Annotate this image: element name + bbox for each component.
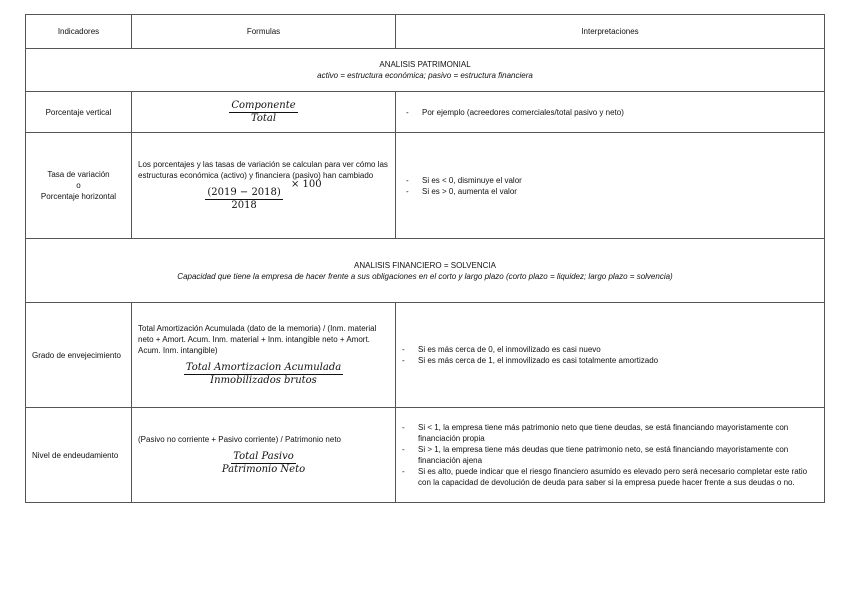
- interpretation-tasa-variacion: [396, 133, 825, 239]
- formula-nivel-endeudamiento: [132, 408, 396, 503]
- row-nivel-endeudamiento: [26, 408, 825, 503]
- fraction-componente-total: [229, 100, 297, 125]
- fraction-denominator: Patrimonio Neto: [221, 464, 306, 475]
- interpretation-nivel-endeudamiento: [396, 408, 825, 503]
- interpretation-item: - Si es alto, puede indicar que el riesgo financiero asumido es elevado pero será necesario completar este ratio con la capacidad de devolución de deuda para saber si la empresa puede hacer frente a sus deudas o no.: [402, 466, 818, 488]
- header-row: [26, 15, 825, 49]
- formula-description: (Pasivo no corriente + Pasivo corriente) / Patrimonio neto: [138, 435, 341, 444]
- interpretation-grado-envejecimiento: [396, 303, 825, 408]
- header-formulas: Formulas: [132, 15, 396, 49]
- fraction-numerator: Total Pasivo: [233, 451, 294, 462]
- multiplier: × 100: [290, 179, 322, 190]
- header-indicadores: Indicadores: [26, 15, 132, 49]
- indicator-line: Tasa de variación: [47, 170, 110, 179]
- indicator-line: Porcentaje horizontal: [40, 192, 117, 201]
- indicators-table: [25, 14, 825, 503]
- formula-expression: [138, 451, 389, 476]
- interpretation-porcentaje-vertical: [396, 92, 825, 133]
- fraction-denominator: 2018: [231, 200, 257, 211]
- interpretation-item: - Si es más cerca de 1, el inmovilizado es casi totalmente amortizado: [402, 355, 818, 366]
- indicator-grado-envejecimiento: Grado de envejecimiento: [26, 303, 132, 408]
- interpretation-item: - Si es < 0, disminuye el valor: [402, 175, 818, 186]
- interpretation-item: - Si es > 0, aumenta el valor: [402, 186, 818, 197]
- fraction-numerator: Componente: [231, 99, 296, 111]
- formula-tasa-variacion: [132, 133, 396, 239]
- fraction-amortizacion: [184, 362, 343, 387]
- fraction-denominator: Inmobilizados brutos: [210, 375, 317, 386]
- formula-description: Total Amortización Acumulada (dato de la memoria) / (Inm. material neto + Amort. Acum. Inm. material + Inm. intangible neto + Amort. Acum. Inm. intangible): [138, 324, 377, 355]
- section-financiero: [26, 239, 825, 303]
- row-tasa-variacion: [26, 133, 825, 239]
- row-grado-envejecimiento: [26, 303, 825, 408]
- section-title-financiero: ANALISIS FINANCIERO = SOLVENCIA: [354, 260, 496, 270]
- formula-expression: [138, 179, 389, 212]
- formula-grado-envejecimiento: [132, 303, 396, 408]
- fraction-denominator: Total: [250, 112, 277, 124]
- indicator-line: o: [76, 181, 81, 190]
- interpretation-item: - Si > 1, la empresa tiene más deudas que tiene patrimonio neto, se está financiando mayoristamente con financiación ajena: [402, 444, 818, 466]
- formula-porcentaje-vertical: [132, 92, 396, 133]
- row-porcentaje-vertical: [26, 92, 825, 133]
- interpretation-item: - Si < 1, la empresa tiene más patrimonio neto que tiene deudas, se está financiando mayoristamente con financiación propia: [402, 422, 818, 444]
- section-title-patrimonial: ANALISIS PATRIMONIAL: [379, 60, 471, 69]
- section-subtitle-financiero: Capacidad que tiene la empresa de hacer frente a sus obligaciones en el corto y largo plazo (corto plazo = liquidez; largo plazo = solvencia): [177, 271, 673, 281]
- interpretation-item: - Si es más cerca de 0, el inmovilizado es casi nuevo: [402, 344, 818, 355]
- indicator-nivel-endeudamiento: Nivel de endeudamiento: [26, 408, 132, 503]
- interpretation-item: - Por ejemplo (acreedores comerciales/total pasivo y neto): [402, 107, 818, 118]
- fraction-numerator: Total Amortizacion Acumulada: [185, 362, 342, 373]
- formula-description: Los porcentajes y las tasas de variación se calculan para ver cómo las estructuras económica (activo) y financiera (pasivo) han cambiado: [138, 160, 388, 180]
- formula-expression: [138, 362, 389, 387]
- indicator-tasa-variacion: [26, 133, 132, 239]
- fraction-variation: [205, 187, 282, 212]
- fraction-pasivo-patrimonio: [220, 451, 307, 476]
- section-patrimonial: [26, 49, 825, 92]
- header-interpretaciones: Interpretaciones: [396, 15, 825, 49]
- fraction-numerator: (2019 − 2018): [207, 187, 281, 198]
- indicator-porcentaje-vertical: Porcentaje vertical: [26, 92, 132, 133]
- section-subtitle-patrimonial: activo = estructura económica; pasivo = estructura financiera: [317, 71, 533, 80]
